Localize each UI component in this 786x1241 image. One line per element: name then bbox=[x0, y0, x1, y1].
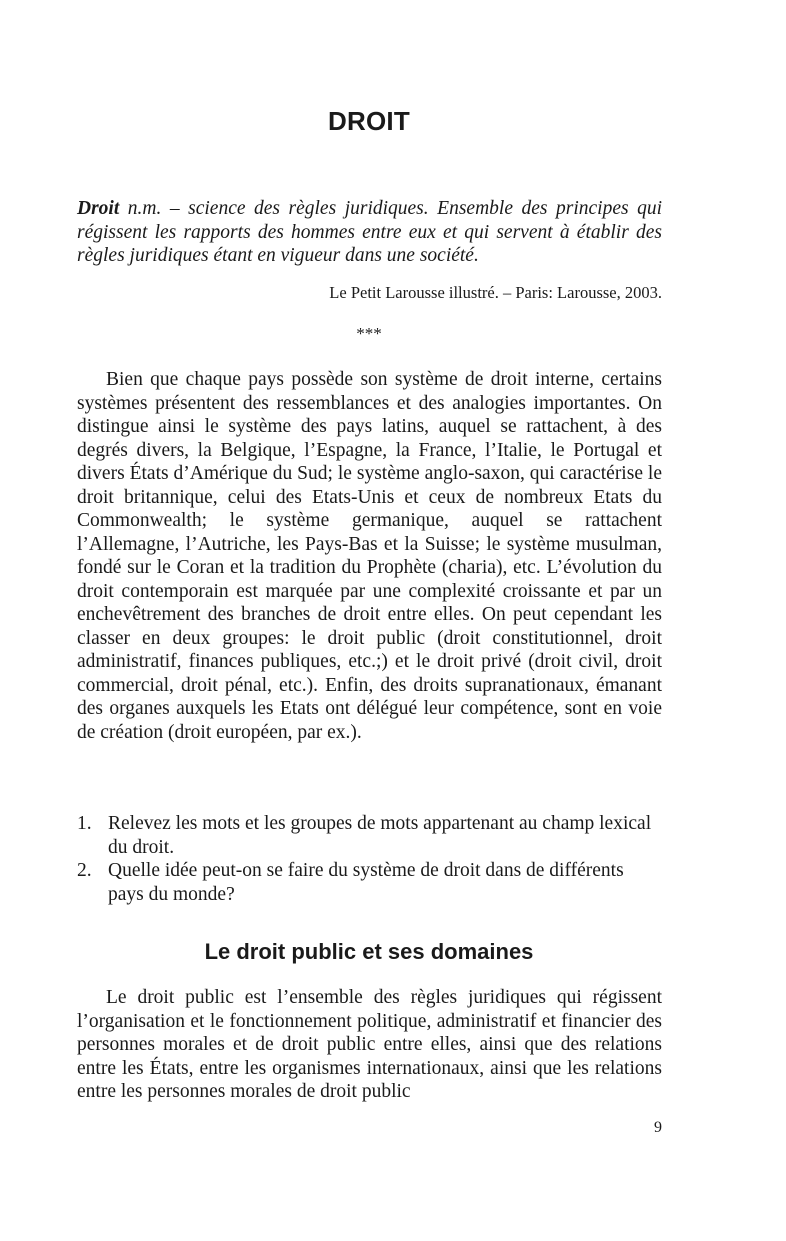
definition-source: Le Petit Larousse illustré. – Paris: Larousse, 2003. bbox=[329, 283, 662, 302]
section-title: Le droit public et ses domaines bbox=[204, 939, 534, 964]
question-text: Relevez les mots et les groupes de mots appartenant au champ lexical du droit. bbox=[108, 813, 652, 858]
question-list bbox=[77, 812, 662, 906]
public-law-paragraph: Le droit public est l’ensemble des règles juridiques qui régissent l’organisation et le fonctionnement politique, administratif et financier des personnes morales et de droit public entre elles, ainsi que des relations entre les États, entre les organismes internationaux, ainsi que les relations entre les personnes morales de droit public bbox=[77, 987, 662, 1102]
question-number: 1. bbox=[77, 813, 92, 834]
question-item bbox=[77, 859, 662, 906]
page-number: 9 bbox=[654, 1119, 662, 1136]
dictionary-definition bbox=[77, 197, 662, 268]
intro-paragraph: Bien que chaque pays possède son système de droit interne, certains systèmes présentent des ressemblances et des analogies importantes. On distingue ainsi le système des pays latins, auquel se rattachent, à des degrés divers, la Belgique, l’Espagne, la France, l’Italie, le Portugal et divers États d’Amérique du Sud; le système anglo-saxon, qui caractérise le droit britannique, celui des Etats-Unis et ceux de nombreux Etats du Commonwealth; le système germanique, auquel se rattachent l’Allemagne, l’Autriche, les Pays-Bas et la Suisse; le système musulman, fondé sur le Coran et la tradition du Prophète (charia), etc. L’évolution du droit contemporain est marquée par une complexité croissante et par un enchevêtrement des branches de droit entre elles. On peut cependant les classer en deux groupes: le droit public (droit constitutionnel, droit administratif, finances publiques, etc.;) et le droit privé (droit civil, droit commercial, droit pénal, etc.). Enfin, des droits supranationaux, émanant des organes auxquels les Etats ont délégué leur compétence, sont en voie de création (droit européen, par ex.). bbox=[77, 369, 662, 743]
question-text: Quelle idée peut-on se faire du système de droit dans de différents pays du monde? bbox=[108, 860, 624, 905]
section-separator: *** bbox=[356, 324, 382, 343]
question-item bbox=[77, 812, 662, 859]
page-title: DROIT bbox=[328, 106, 410, 136]
definition-term: Droit bbox=[77, 198, 120, 219]
question-number: 2. bbox=[77, 860, 92, 881]
definition-text: n.m. – science des règles juridiques. Ensemble des principes qui régissent les rapports des hommes entre eux et qui servent à établir des règles juridiques étant en vigueur dans une société. bbox=[77, 198, 662, 266]
